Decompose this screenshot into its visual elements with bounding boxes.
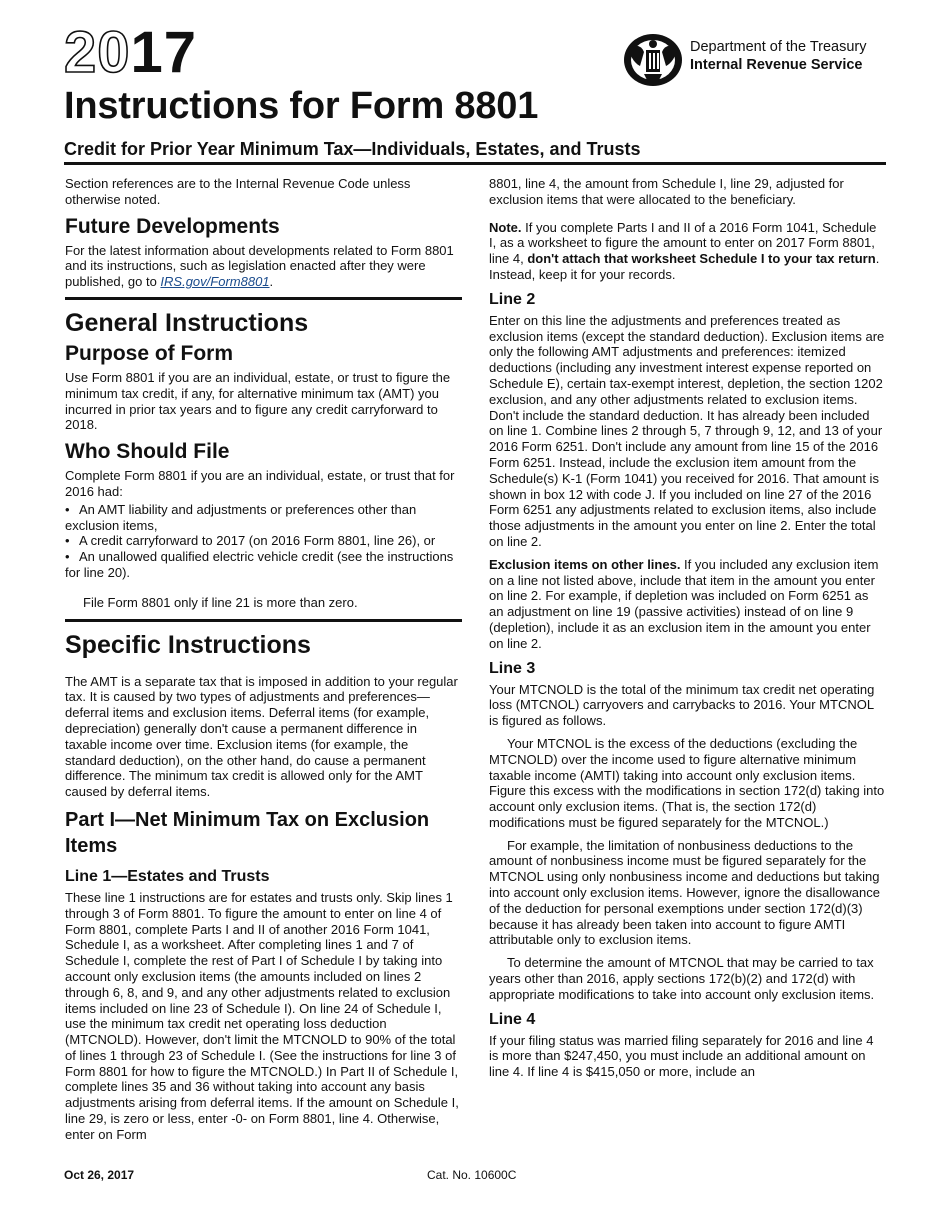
page-subtitle: Credit for Prior Year Minimum Tax—Individuals, Estates, and Trusts [64, 139, 641, 159]
left-column [65, 176, 462, 1150]
future-developments-heading: Future Developments [65, 214, 280, 238]
purpose-of-form-heading: Purpose of Form [65, 341, 234, 365]
future-developments-text [65, 243, 462, 290]
agency-block [690, 38, 867, 74]
line2-text: Enter on this line the adjustments and preferences treated as exclusion items (except the standard deduction). Exclusion items are only the following AMT adjustments and preferences: itemized deductions (including any investment interest expense reported on Schedule E), certain tax-exempt interest, depletion, the section 1202 exclusion, and any other adjustments related to exclusion items. Don't include the standard deduction. It has already been included on line 1. Combine lines 2 through 5, 7 through 9, 12, and 13 of your 2016 Form 6251. Don't include any amount from line 15 of the 2016 Form 6251. Instead, include the exclusion item amount from the Schedule(s) K-1 (Form 1041) you received for 2016. That amount is shown in box 12 with code J. If you included on line 27 of the 2016 Form 6251 any adjustments related to exclusion items, also include those adjustments in the amount you enter on line 2. Enter the total on line 2. [489, 312, 885, 549]
line4-text: If your filing status was married filing separately for 2016 and line 4 is more than $247,450, you must include an additional amount on line 4. If line 4 is $415,050 or more, include an [489, 1032, 874, 1080]
note-text-1: If you complete Parts I and II of a 2016 Form 1041, Schedule I, as a worksheet to figure the amount to enter on 2017 Form 8801, line 4, [489, 219, 877, 267]
line4-heading: Line 4 [489, 1010, 536, 1028]
agency-department: Department of the Treasury [690, 39, 867, 55]
line1-continued-text: 8801, line 4, the amount from Schedule I, line 29, adjusted for exclusion items that were allocated to the beneficiary. [489, 176, 844, 207]
footer-catalog-number: Cat. No. 10600C [427, 1168, 517, 1182]
specific-instructions-text: The AMT is a separate tax that is imposed in addition to your regular tax. It is caused by two types of adjustments and preferences—deferral items and exclusion items. Deferral items (for example, depreciation) generally don't cause a permanent difference in taxable income over time. Exclusion items (for example, the standard deduction), on the other hand, do cause a permanent difference. The minimum tax credit is allowed only for the AMT caused by deferral items. [65, 673, 458, 800]
list-item: • A credit carryforward to 2017 (on 2016 Form 8801, line 26), or [65, 533, 462, 549]
line2-heading: Line 2 [489, 290, 536, 308]
section-references-note: Section references are to the Internal Revenue Code unless otherwise noted. [65, 176, 411, 207]
section-divider [65, 619, 462, 622]
form-year [64, 22, 197, 84]
section-divider [65, 297, 462, 300]
future-developments-body: For the latest information about developments related to Form 8801 and its instructions, such as legislation enacted after they were published, go to [65, 242, 454, 290]
exclusion-items-paragraph [489, 557, 886, 652]
note-label: Note. [489, 219, 522, 235]
who-should-file-text: Complete Form 8801 if you are an individual, estate, or trust that for 2016 had: [65, 468, 455, 499]
line1-heading: Line 1—Estates and Trusts [65, 867, 270, 885]
note-paragraph [489, 220, 886, 283]
list-item: • An AMT liability and adjustments or preferences other than exclusion items, [65, 502, 462, 534]
year-outline-digits: 20 [64, 20, 131, 85]
who-should-file-heading: Who Should File [65, 440, 230, 464]
line3-heading: Line 3 [489, 659, 536, 677]
file-only-note: File Form 8801 only if line 21 is more than zero. [83, 594, 358, 610]
irs-form8801-link[interactable]: IRS.gov/Form8801 [160, 274, 270, 290]
specific-instructions-heading: Specific Instructions [65, 630, 311, 659]
line1-text: These line 1 instructions are for estates and trusts only. Skip lines 1 through 3 of Form 8801. To figure the amount to enter on line 4 of Form 8801, complete Parts I and II of another 2016 Form 1041, Schedule I, as a worksheet. After completing lines 1 and 7 of Schedule I, complete the rest of Part I of Schedule I by taking into account only exclusion items (the amounts included on lines 2 through 6, 8, and 9, and any other adjustments related to exclusion items included on line 23 of Schedule I). On line 24 of Schedule I, use the minimum tax credit net operating loss deduction (MTCNOLD). However, don't limit the MTCNOLD to 90% of the total of lines 1 through 23 of Schedule I. (See the instructions for line 3 of Form 8801 for how to figure the MTCNOLD.) In Part II of Schedule I, complete lines 35 and 36 without taking into account any basis adjustments arising from deferral items. If the amount on Schedule I, line 29, is zero or less, enter -0- on Form 8801, line 4. Otherwise, enter on Form [65, 889, 459, 1142]
right-column [489, 176, 886, 1087]
exclusion-items-label: Exclusion items on other lines. [489, 556, 681, 572]
year-solid-digits: 17 [130, 20, 198, 85]
footer-date: Oct 26, 2017 [64, 1168, 135, 1182]
purpose-of-form-text: Use Form 8801 if you are an individual, estate, or trust to figure the minimum tax credit, if any, for alternative minimum tax (AMT) you incurred in prior tax years and to figure any credit carryforward to 2018. [65, 369, 451, 433]
general-instructions-heading: General Instructions [65, 308, 309, 337]
who-should-file-list [65, 502, 462, 581]
line3-paragraph: For example, the limitation of nonbusiness deductions to the amount of nonbusiness income must be figured separately for the MTCNOL using only nonbusiness income and deductions but taking into account only exclusion items. However, ignore the disallowance of the deduction for personal exemptions under section 172(d)(3) because it has already been taken into account to figure AMTI attributable only to exclusion items. [489, 837, 880, 948]
part1-heading: Part I—Net Minimum Tax on Exclusion Items [65, 808, 430, 857]
note-bold-text: don't attach that worksheet Schedule I to your tax return [527, 251, 876, 267]
future-developments-end: . [269, 274, 274, 290]
title-divider [64, 162, 886, 165]
page-title: Instructions for Form 8801 [64, 85, 539, 127]
irs-eagle-logo-icon [622, 32, 684, 88]
list-item: • An unallowed qualified electric vehicle credit (see the instructions for line 20). [65, 549, 462, 581]
line3-paragraph: Your MTCNOL is the excess of the deductions (excluding the MTCNOLD) over the income used to figure alternative minimum taxable income (AMTI) taking into account only exclusion items. Figure this excess with the modifications in section 172(d) taking into account only exclusion items. (That is, the section 172(d) modifications must be figured separately for the MTCNOL.) [489, 735, 885, 830]
note-text-2: . Instead, keep it for your records. [489, 251, 880, 282]
agency-service: Internal Revenue Service [690, 57, 863, 73]
line3-paragraph: Your MTCNOLD is the total of the minimum tax credit net operating loss (MTCNOL) carryovers and carrybacks to 2016. Your MTCNOL is figured as follows. [489, 681, 875, 729]
line3-paragraph: To determine the amount of MTCNOL that may be carried to tax years other than 2016, apply sections 172(b)(2) and 172(d) with appropriate modifications to take into account only exclusion items. [489, 955, 875, 1002]
exclusion-items-text: If you included any exclusion item on a line not listed above, include that item in the amount you enter on line 2. For example, if depletion was included on Form 6251 as an adjustment on line 19 (passive activities) instead of on line 9 (depletion), include it as an exclusion item in the amount you enter on line 2. [489, 556, 879, 651]
